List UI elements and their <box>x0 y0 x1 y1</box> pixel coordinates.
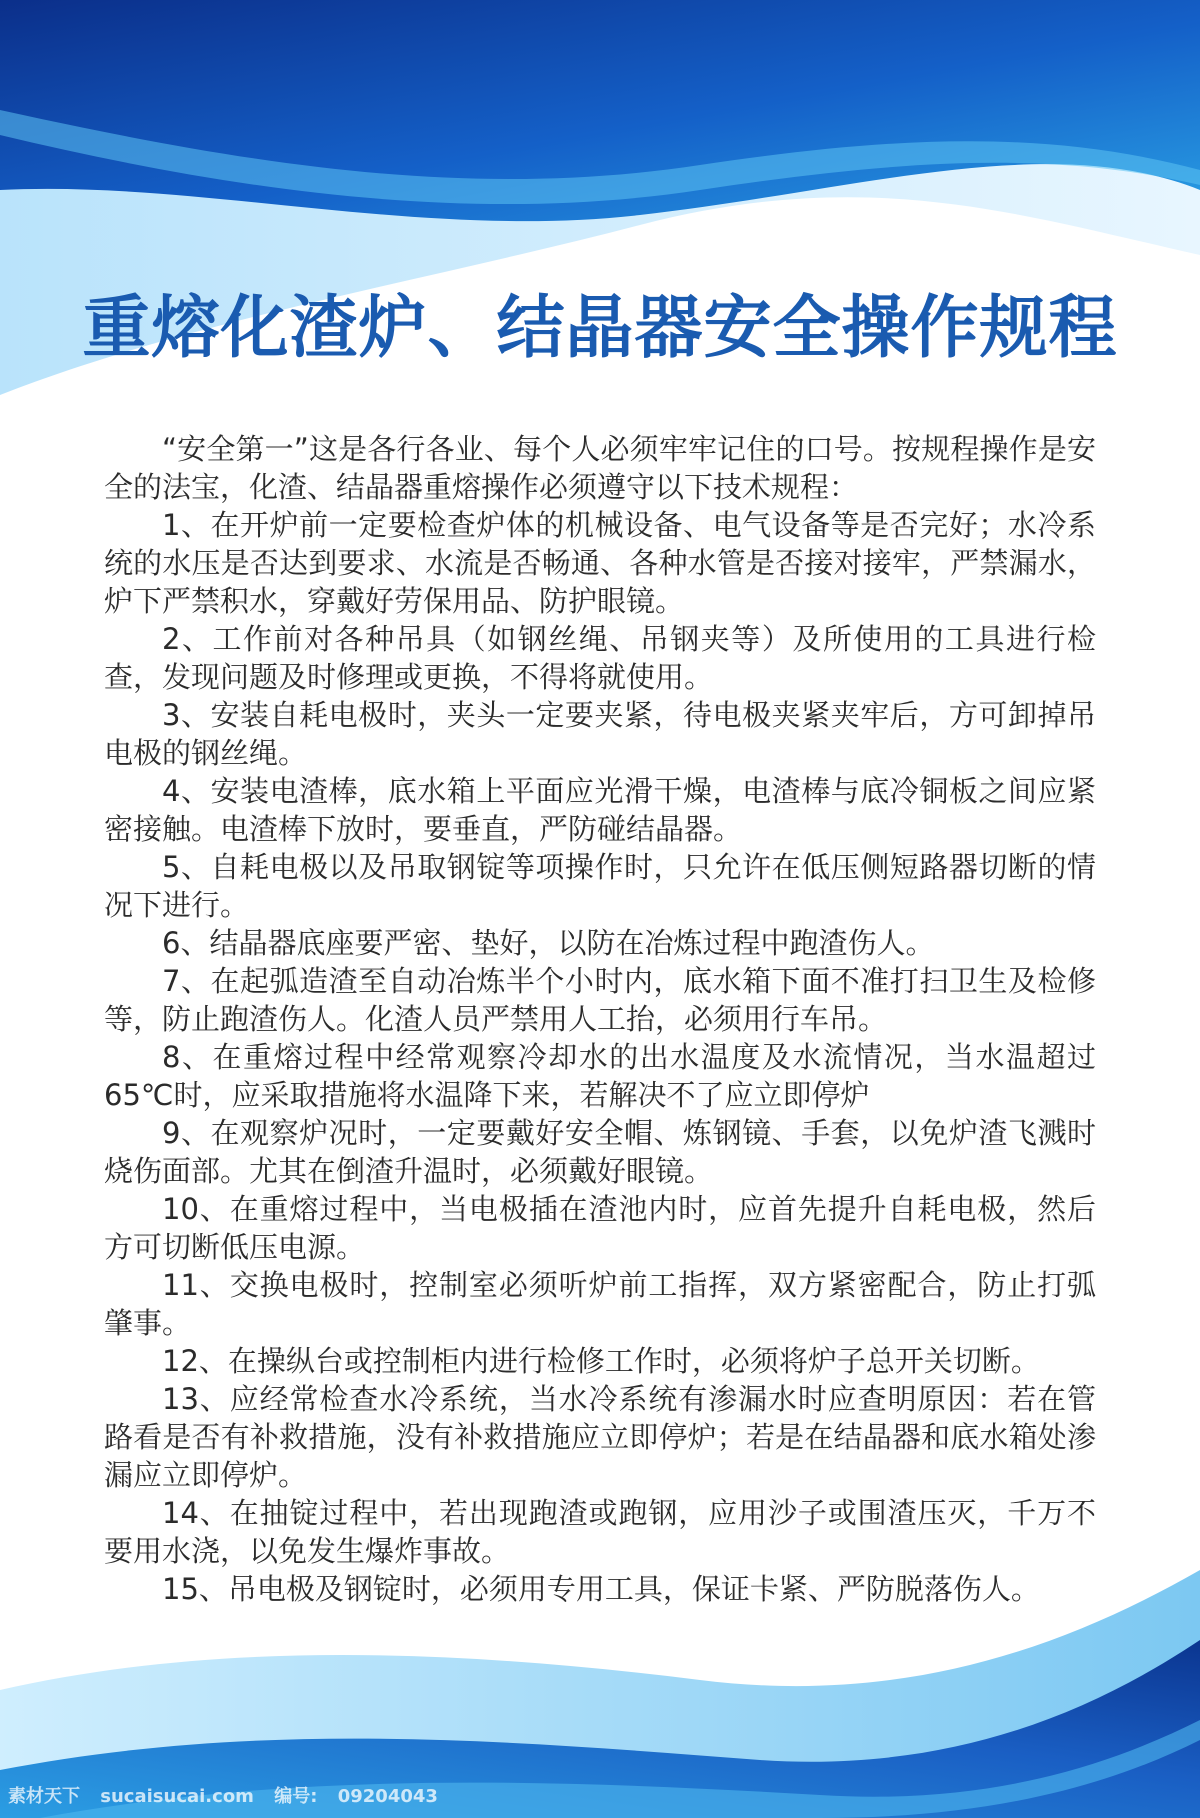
rule-item: 5、自耗电极以及吊取钢锭等项操作时，只允许在低压侧短路器切断的情况下进行。 <box>104 850 1096 922</box>
regulation-body <box>104 430 1096 1608</box>
watermark-id-label: 编号: <box>274 1786 318 1807</box>
rule-item: 9、在观察炉况时，一定要戴好安全帽、炼钢镜、手套，以免炉渣飞溅时烧伤面部。尤其在倒渣升温时，必须戴好眼镜。 <box>104 1116 1096 1188</box>
rule-item: 10、在重熔过程中，当电极插在渣池内时，应首先提升自耗电极，然后方可切断低压电源。 <box>104 1192 1096 1264</box>
rule-item: 7、在起弧造渣至自动冶炼半个小时内，底水箱下面不准打扫卫生及检修等，防止跑渣伤人。化渣人员严禁用人工抬，必须用行车吊。 <box>104 964 1096 1036</box>
rule-item: 2、工作前对各种吊具（如钢丝绳、吊钢夹等）及所使用的工具进行检查，发现问题及时修理或更换，不得将就使用。 <box>104 622 1096 694</box>
watermark-id-value: 09204043 <box>337 1786 438 1807</box>
rule-item: 12、在操纵台或控制柜内进行检修工作时，必须将炉子总开关切断。 <box>162 1344 1040 1378</box>
watermark-site-url: sucaisucai.com <box>100 1786 254 1807</box>
rule-item: 4、安装电渣棒，底水箱上平面应光滑干燥，电渣棒与底冷铜板之间应紧密接触。电渣棒下放时，要垂直，严防碰结晶器。 <box>104 774 1096 846</box>
rule-item: 13、应经常检查水冷系统，当水冷系统有渗漏水时应查明原因：若在管路看是否有补救措施，没有补救措施应立即停炉；若是在结晶器和底水箱处渗漏应立即停炉。 <box>104 1382 1096 1492</box>
watermark-site-label: 素材天下 <box>8 1786 80 1807</box>
rule-item: 11、交换电极时，控制室必须听炉前工指挥，双方紧密配合，防止打弧肇事。 <box>104 1268 1096 1340</box>
rule-item: 3、安装自耗电极时，夹头一定要夹紧，待电极夹紧夹牢后，方可卸掉吊电极的钢丝绳。 <box>104 698 1096 770</box>
intro-paragraph: “安全第一”这是各行各业、每个人必须牢牢记住的口号。按规程操作是安全的法宝，化渣、结晶器重熔操作必须遵守以下技术规程： <box>104 432 1096 504</box>
rule-item: 15、吊电极及钢锭时，必须用专用工具，保证卡紧、严防脱落伤人。 <box>162 1572 1040 1606</box>
rule-item: 6、结晶器底座要严密、垫好，以防在冶炼过程中跑渣伤人。 <box>162 926 935 960</box>
rule-item: 8、在重熔过程中经常观察冷却水的出水温度及水流情况，当水温超过65℃时，应采取措施将水温降下来，若解决不了应立即停炉 <box>104 1040 1096 1112</box>
rule-item: 1、在开炉前一定要检查炉体的机械设备、电气设备等是否完好；水冷系统的水压是否达到要求、水流是否畅通、各种水管是否接对接牢，严禁漏水，炉下严禁积水，穿戴好劳保用品、防护眼镜。 <box>104 508 1096 618</box>
rule-item: 14、在抽锭过程中，若出现跑渣或跑钢，应用沙子或围渣压灭，千万不要用水浇，以免发生爆炸事故。 <box>104 1496 1096 1568</box>
watermark <box>8 1782 452 1808</box>
page-title: 重熔化渣炉、结晶器安全操作规程 <box>82 289 1118 368</box>
